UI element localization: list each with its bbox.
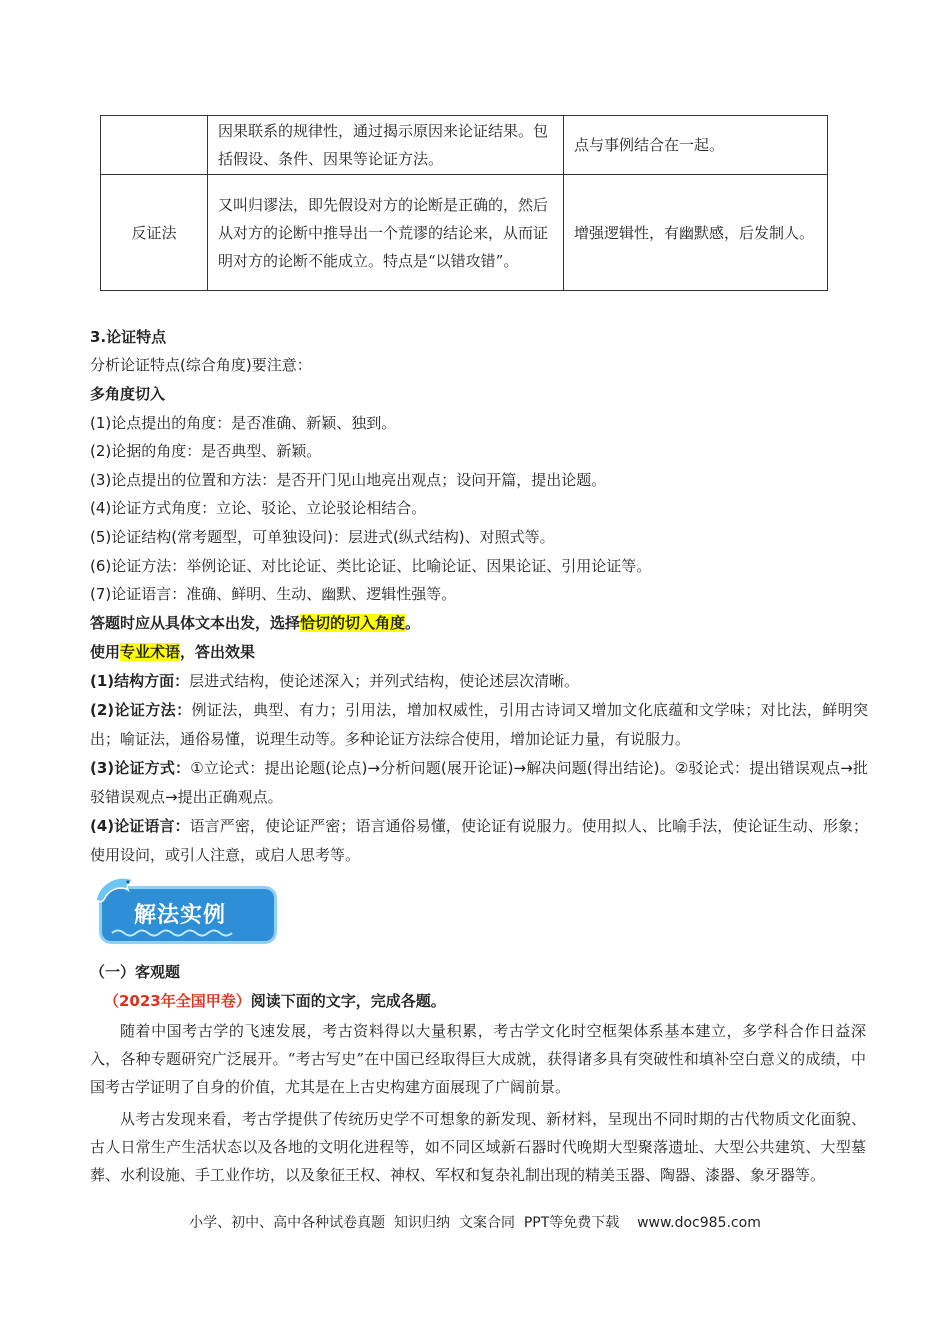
highlighted-phrase: 恰切的切入角度 [300, 614, 406, 632]
tip-answer-angle [90, 613, 870, 633]
tip-text: 答题时应从具体文本出发，选择 [90, 614, 301, 632]
effect-text: 例证法，典型、有力；引用法，增加权威性，引用古诗词又增加文化底蕴和文学味；对比法，鲜明突出；喻证法，通俗易懂，说理生动等。多种论证方法综合使用，增加论证力量，有说服力。 [90, 701, 868, 748]
list-item: (5)论证结构(常考题型，可单独设问)：层进式(纵式结构)、对照式等。 [90, 528, 555, 546]
effect-label: (3)论证方式： [90, 759, 191, 777]
method-name-cell [101, 116, 208, 175]
method-description-cell: 因果联系的规律性，通过揭示原因来论证结果。包括假设、条件、因果等论证方法。 [208, 116, 564, 175]
page-footer: 小学、初中、高中各种试卷真题 知识归纳 文案合同 PPT等免费下载 www.doc985.com [189, 1215, 761, 1231]
list-item: (7)论证语言：准确、鲜明、生动、幽默、逻辑性强等。 [90, 585, 457, 603]
effect-item [90, 754, 868, 812]
method-name-cell: 反证法 [101, 175, 208, 291]
effect-label: (4)论证语言： [90, 817, 190, 835]
tip-text: ，答出效果 [180, 643, 256, 661]
badge-title: 解法实例 [134, 903, 227, 928]
angle-heading: 多角度切入 [90, 385, 166, 403]
effect-item [90, 667, 868, 696]
table-row [101, 175, 828, 291]
list-item: (1)论点提出的角度：是否准确、新颖、独到。 [90, 414, 397, 432]
list-item: (3)论点提出的位置和方法：是否开门见山地亮出观点；设问开篇，提出论题。 [90, 471, 607, 489]
instruction-text: 阅读下面的文字，完成各题。 [250, 992, 446, 1010]
tip-text: 。 [405, 614, 421, 632]
table-row [101, 116, 828, 175]
tip-text: 使用 [90, 643, 121, 661]
passage-paragraph: 从考古发现来看，考古学提供了传统历史学不可想象的新发现、新材料，呈现出不同时期的古代物质文化面貌、古人日常生产生活状态以及各地的文明化进程等，如不同区域新石器时代晚期大型聚落遗址、大型公共建筑、大型墓葬、水利设施、手工业作坊，以及象征王权、神权、军权和复杂礼制出现的精美玉器、陶器、漆器、象牙器等。 [90, 1110, 866, 1184]
question-instruction [104, 991, 884, 1011]
solution-example-badge [92, 870, 282, 950]
list-item: (4)论证方式角度：立论、驳论、立论驳论相结合。 [90, 499, 427, 517]
effect-label: (1)结构方面： [90, 672, 190, 690]
list-item: (2)论据的角度：是否典型、新颖。 [90, 442, 322, 460]
source-label: （2023年全国甲卷） [104, 992, 251, 1010]
list-item: (6)论证方法：举例论证、对比论证、类比论证、比喻论证、因果论证、引用论证等。 [90, 557, 652, 575]
method-feature-cell: 点与事例结合在一起。 [564, 116, 828, 175]
argument-method-table [100, 115, 828, 291]
section-heading: 3.论证特点 [90, 328, 167, 346]
highlighted-phrase: 专业术语 [120, 643, 181, 661]
effect-item [90, 812, 868, 870]
passage-paragraph: 随着中国考古学的飞速发展，考古资料得以大量积累，考古学文化时空框架体系基本建立，多学科合作日益深入，各种专题研究广泛展开。“考古写史”在中国已经取得巨大成就，获得诸多具有突破性和填补空白意义的成绩，中国考古学证明了自身的价值，尤其是在上古史构建方面展现了广阔前景。 [90, 1022, 866, 1096]
effect-text: ①立论式：提出论题(论点)→分析问题(展开论证)→解决问题(得出结论)。②驳论式：提出错误观点→批驳错误观点→提出正确观点。 [90, 759, 868, 806]
effect-item [90, 696, 868, 754]
effect-label: (2)论证方法： [90, 701, 192, 719]
tip-terminology [90, 642, 870, 662]
effect-text: 语言严密，使论证严密；语言通俗易懂，使论证有说服力。使用拟人、比喻手法，使论证生动、形象；使用设问，或引人注意，或启人思考等。 [90, 817, 868, 864]
method-feature-cell: 增强逻辑性，有幽默感，后发制人。 [564, 175, 828, 291]
question-heading: （一）客观题 [90, 963, 181, 981]
section-intro: 分析论证特点(综合角度)要注意： [90, 356, 312, 374]
effect-text: 层进式结构，使论述深入；并列式结构，使论述层次清晰。 [189, 672, 580, 690]
method-description-cell: 又叫归谬法，即先假设对方的论断是正确的，然后从对方的论断中推导出一个荒谬的结论来，从而证明对方的论断不能成立。特点是“以错攻错”。 [208, 175, 564, 291]
